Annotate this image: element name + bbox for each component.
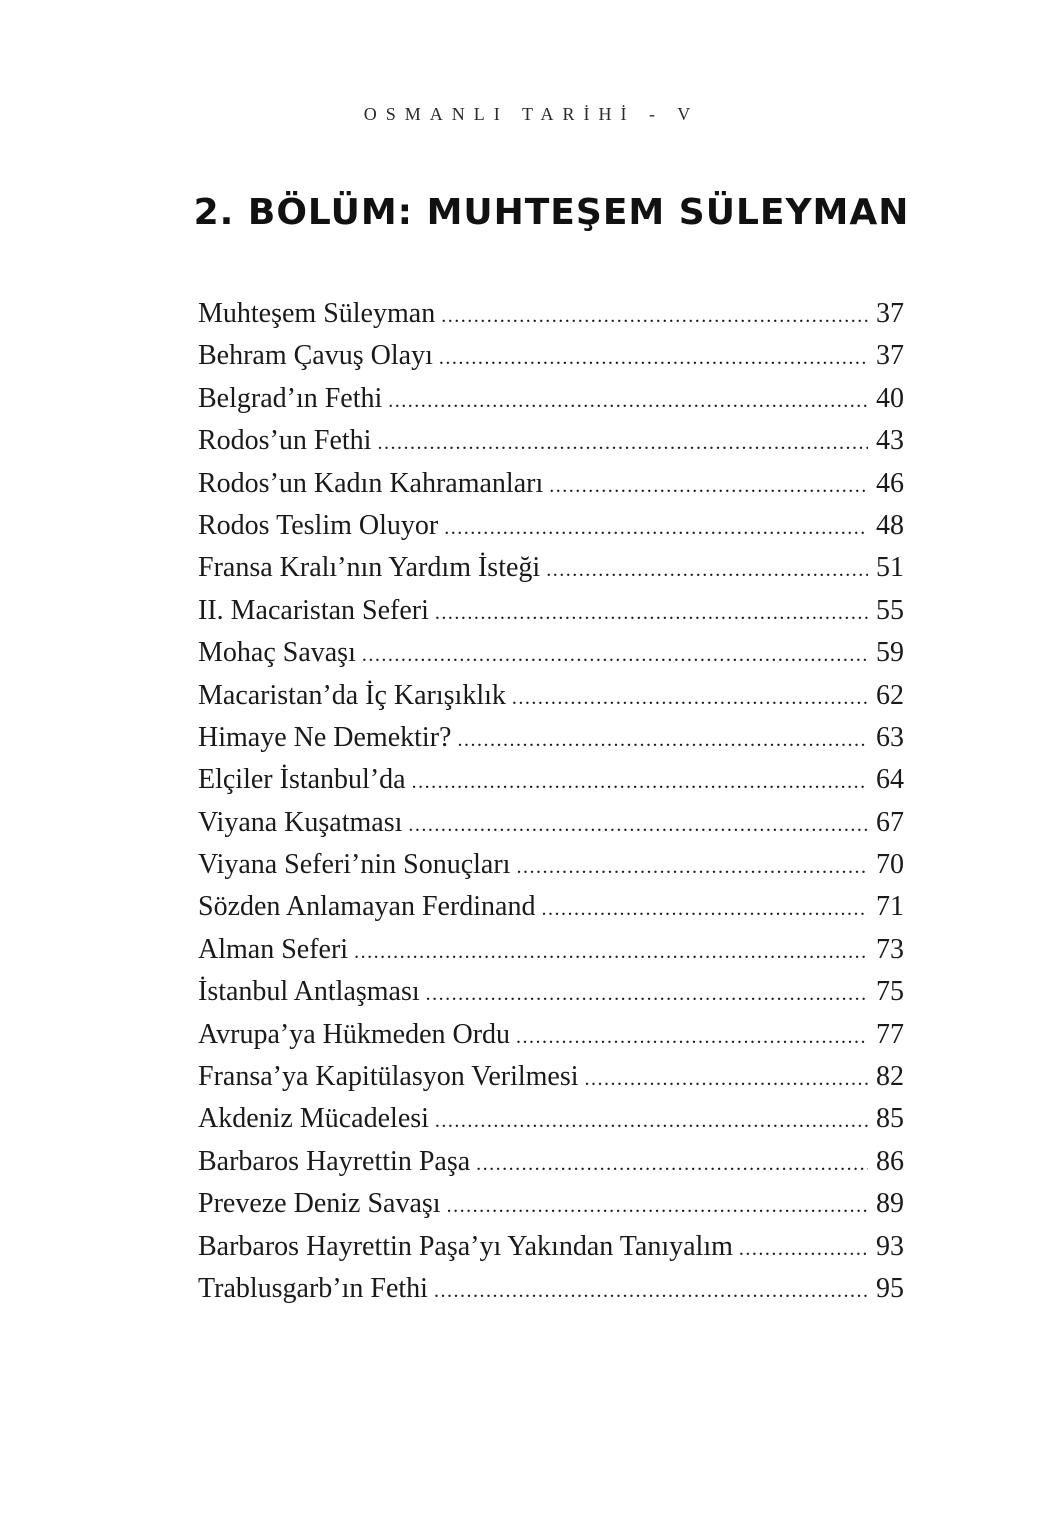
toc-dot-leader bbox=[516, 846, 868, 886]
toc-entry[interactable] bbox=[198, 717, 904, 759]
toc-entry-page: 40 bbox=[876, 382, 904, 414]
toc-entry-page: 67 bbox=[876, 806, 904, 838]
toc-dot-leader bbox=[549, 465, 868, 505]
toc-entry[interactable] bbox=[198, 632, 904, 674]
toc-entry-page: 64 bbox=[876, 764, 904, 796]
toc-entry-page: 37 bbox=[876, 340, 904, 372]
toc-entry-page: 63 bbox=[876, 721, 904, 753]
toc-dot-leader bbox=[362, 634, 868, 674]
toc-entry-page: 95 bbox=[876, 1272, 904, 1304]
toc-entry-title: Akdeniz Mücadelesi bbox=[198, 1103, 429, 1135]
toc-dot-leader bbox=[434, 1270, 868, 1310]
toc-dot-leader bbox=[444, 507, 868, 547]
toc-entry-page: 37 bbox=[876, 298, 904, 329]
toc-entry-title: Fransa’ya Kapitülasyon Verilmesi bbox=[198, 1061, 579, 1093]
toc-dot-leader bbox=[439, 337, 868, 377]
toc-entry-page: 43 bbox=[876, 425, 904, 457]
toc-entry-title: Rodos Teslim Oluyor bbox=[198, 509, 439, 541]
toc-entry-title: Viyana Kuşatması bbox=[198, 806, 403, 838]
toc-dot-leader bbox=[541, 888, 868, 928]
toc-entry-page: 51 bbox=[876, 552, 904, 584]
toc-entry[interactable] bbox=[198, 675, 904, 717]
toc-entry-title: Elçiler İstanbul’da bbox=[198, 764, 406, 796]
toc-entry-title: Avrupa’ya Hükmeden Ordu bbox=[198, 1018, 511, 1050]
toc-entry[interactable] bbox=[198, 844, 904, 886]
toc-dot-leader bbox=[354, 931, 868, 971]
toc-entry[interactable] bbox=[198, 505, 904, 547]
toc-dot-leader bbox=[426, 973, 868, 1013]
toc-entry-page: 82 bbox=[876, 1061, 904, 1093]
toc-entry-title: Belgrad’ın Fethi bbox=[198, 382, 383, 414]
toc-dot-leader bbox=[435, 592, 868, 632]
toc-entry-title: Viyana Seferi’nin Sonuçları bbox=[198, 849, 511, 881]
toc-entry-title: İstanbul Antlaşması bbox=[198, 976, 420, 1008]
toc-dot-leader bbox=[447, 1185, 868, 1225]
toc-entry[interactable] bbox=[198, 1226, 904, 1268]
toc-entry-page: 62 bbox=[876, 679, 904, 711]
toc-entry-title: Fransa Kralı’nın Yardım İsteği bbox=[198, 552, 541, 584]
toc-entry-title: Alman Seferi bbox=[198, 933, 349, 965]
toc-entry[interactable] bbox=[198, 802, 904, 844]
toc-dot-leader bbox=[435, 1100, 868, 1140]
toc-entry-page: 70 bbox=[876, 849, 904, 881]
toc-entry-title: Rodos’un Kadın Kahramanları bbox=[198, 467, 544, 499]
toc-entry-page: 85 bbox=[876, 1103, 904, 1135]
toc-entry-title: Preveze Deniz Savaşı bbox=[198, 1188, 441, 1220]
toc-entry-page: 48 bbox=[876, 509, 904, 541]
toc-entry-page: 86 bbox=[876, 1145, 904, 1177]
toc-dot-leader bbox=[377, 422, 868, 462]
toc-entry[interactable] bbox=[198, 1268, 904, 1310]
toc-entry-page: 77 bbox=[876, 1018, 904, 1050]
toc-entry[interactable] bbox=[198, 590, 904, 632]
toc-dot-leader bbox=[585, 1058, 868, 1098]
toc-entry-page: 71 bbox=[876, 891, 904, 923]
toc-dot-leader bbox=[512, 677, 868, 717]
toc-entry[interactable] bbox=[198, 420, 904, 462]
toc-entry-title: Behram Çavuş Olayı bbox=[198, 340, 433, 372]
toc-entry[interactable] bbox=[198, 929, 904, 971]
toc-entry-title: II. Macaristan Seferi bbox=[198, 594, 429, 626]
toc-entry-title: Barbaros Hayrettin Paşa bbox=[198, 1145, 471, 1177]
toc-entry[interactable] bbox=[198, 293, 904, 335]
toc-entry-title: Sözden Anlamayan Ferdinand bbox=[198, 891, 536, 923]
toc-entry-title: Himaye Ne Demektir? bbox=[198, 721, 452, 753]
toc-entry[interactable] bbox=[198, 547, 904, 589]
toc-dot-leader bbox=[516, 1016, 868, 1056]
toc-entry[interactable] bbox=[198, 378, 904, 420]
toc-entry-page: 46 bbox=[876, 467, 904, 499]
toc-entry-page: 75 bbox=[876, 976, 904, 1008]
toc-dot-leader bbox=[441, 295, 868, 335]
toc-dot-leader bbox=[476, 1143, 868, 1183]
toc-entry[interactable] bbox=[198, 1141, 904, 1183]
toc-entry-title: Mohaç Savaşı bbox=[198, 637, 356, 669]
toc-entry[interactable] bbox=[198, 971, 904, 1013]
toc-dot-leader bbox=[408, 804, 868, 844]
toc-entry-page: 93 bbox=[876, 1230, 904, 1262]
toc-entry[interactable] bbox=[198, 1056, 904, 1098]
toc-entry[interactable] bbox=[198, 463, 904, 505]
toc-entry-title: Muhteşem Süleyman bbox=[198, 298, 436, 329]
toc-entry-page: 59 bbox=[876, 637, 904, 669]
toc-entry-page: 89 bbox=[876, 1188, 904, 1220]
toc-entry-title: Rodos’un Fethi bbox=[198, 425, 372, 457]
toc-dot-leader bbox=[457, 719, 868, 759]
toc-entry[interactable] bbox=[198, 1183, 904, 1225]
toc-dot-leader bbox=[388, 380, 868, 420]
toc-entry-page: 73 bbox=[876, 933, 904, 965]
toc-entry-title: Macaristan’da İç Karışıklık bbox=[198, 679, 506, 711]
toc-entry-title: Trablusgarb’ın Fethi bbox=[198, 1272, 428, 1304]
running-header: OSMANLI TARİHİ - V bbox=[363, 104, 700, 124]
table-of-contents bbox=[198, 293, 904, 1310]
toc-dot-leader bbox=[739, 1228, 868, 1268]
toc-entry[interactable] bbox=[198, 1014, 904, 1056]
toc-dot-leader bbox=[546, 549, 868, 589]
toc-entry[interactable] bbox=[198, 1098, 904, 1140]
toc-entry[interactable] bbox=[198, 886, 904, 928]
chapter-title: 2. BÖLÜM: MUHTEŞEM SÜLEYMAN bbox=[193, 192, 910, 233]
toc-entry[interactable] bbox=[198, 335, 904, 377]
toc-entry-title: Barbaros Hayrettin Paşa’yı Yakından Tanıyalım bbox=[198, 1230, 733, 1262]
toc-entry[interactable] bbox=[198, 759, 904, 801]
toc-entry-page: 55 bbox=[876, 594, 904, 626]
toc-dot-leader bbox=[412, 761, 868, 801]
